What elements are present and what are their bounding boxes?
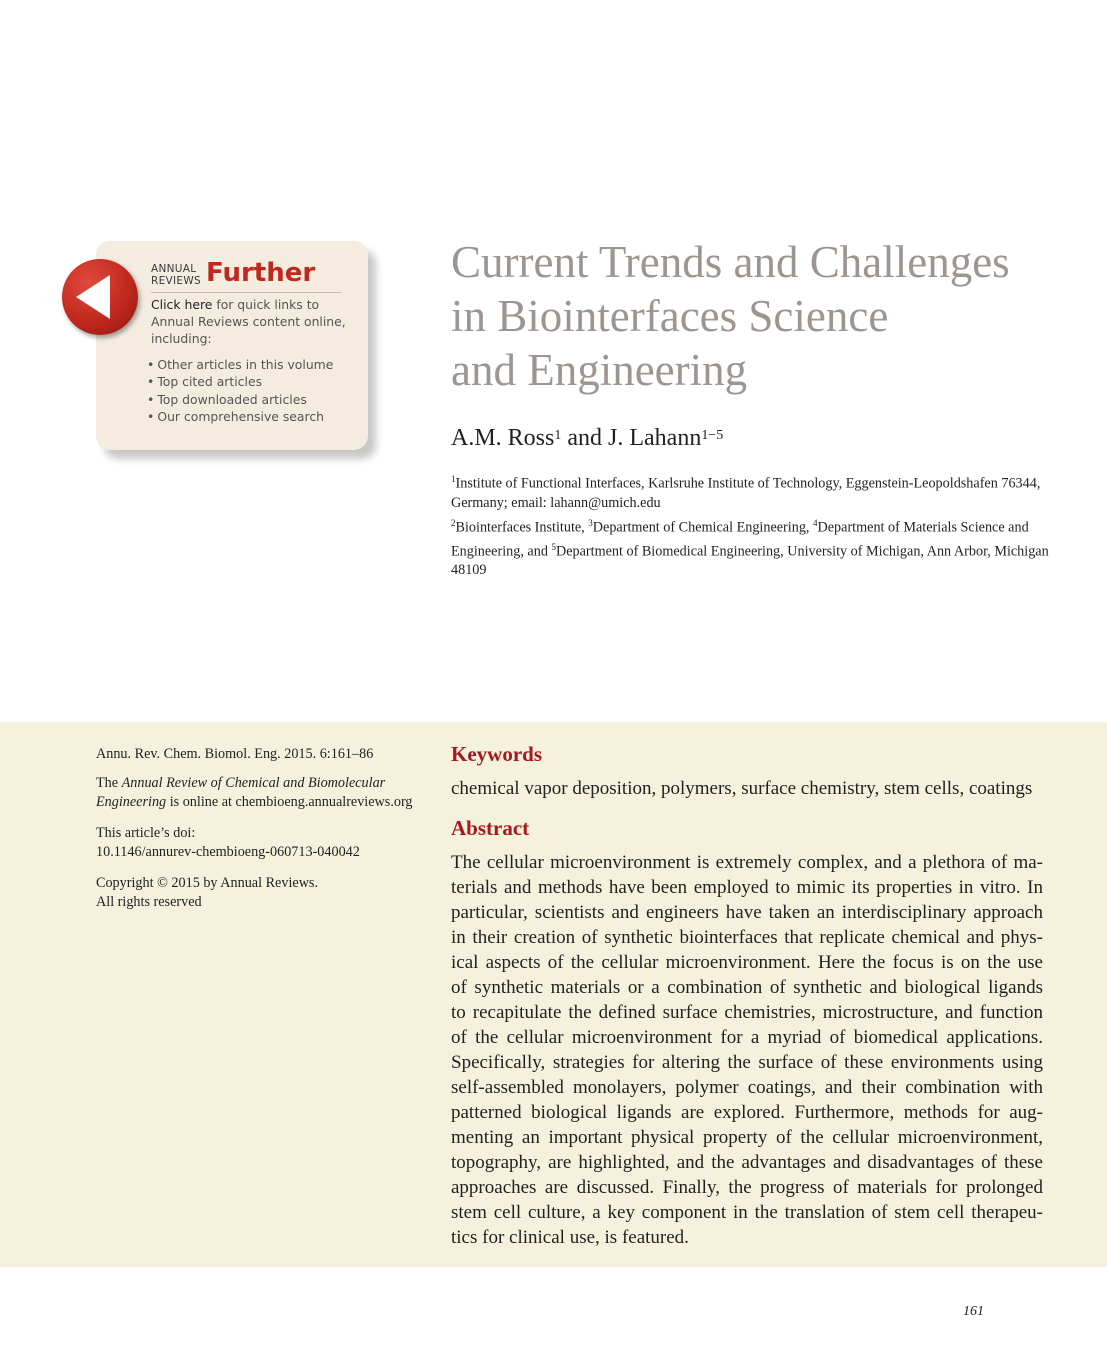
link-top-cited[interactable]: • Top cited articles [147, 373, 333, 390]
online-notice: The Annual Review of Chemical and Biomolecular Engineering is online at chembioeng.annualreviews.org [96, 775, 413, 810]
article-title: Current Trends and Challenges in Biointerfaces Science and Engineering [451, 237, 1010, 395]
link-comprehensive-search[interactable]: • Our comprehensive search [147, 408, 333, 425]
annual-reviews-logo-text: ANNUAL REVIEWS [151, 263, 201, 287]
further-header [151, 258, 341, 293]
page-number: 161 [963, 1304, 984, 1319]
link-top-downloaded[interactable]: • Top downloaded articles [147, 391, 333, 408]
author-ross: A.M. Ross [451, 425, 555, 451]
doi-link[interactable]: 10.1146/annurev-chembioeng-060713-040042 [96, 844, 360, 860]
affiliation-1: $^1$Institute of Functional Interfaces, Karlsruhe Institute of Technology, Eggenstein-Leopoldshafen 76344, Germany; email: lahann@umich.edu [451, 474, 1041, 511]
click-here-link[interactable]: Click here [151, 297, 213, 312]
author-lahann: J. Lahann [608, 425, 702, 451]
further-description: Click here for quick links to Annual Reviews content online, including: [151, 297, 346, 346]
further-links-list [147, 356, 333, 426]
abstract-heading: Abstract [451, 816, 530, 840]
keywords-text: chemical vapor deposition, polymers, surface chemistry, stem cells, coatings [451, 778, 1033, 799]
affiliation-2-5: $^2$Biointerfaces Institute, $^3$Department of Chemical Engineering, $^4$Department of Materials Science and Engineering, and $^5$Department of Biomedical Engineering, University of Michigan, Ann Arbor, Michigan 48109 [451, 518, 1049, 579]
copyright: Copyright © 2015 by Annual Reviews. All rights reserved [96, 875, 319, 910]
further-logo-word: Further [206, 258, 316, 288]
keywords-heading: Keywords [451, 742, 542, 766]
back-arrow-icon[interactable] [62, 259, 138, 335]
citation: Annu. Rev. Chem. Biomol. Eng. 2015. 6:161–86 [96, 746, 374, 762]
doi-block: This article’s doi: 10.1146/annurev-chembioeng-060713-040042 [96, 825, 360, 860]
abstract-text: The cellular microenvironment is extremely complex, and a plethora of ma- terials and methods have been employed to mimic its properties in vitro. In particular, scientists and engineers have taken an interdisciplinary approach in their creation of synthetic biointerfaces that replicate chemical and phys- ical aspects of the cellular microenvironment. Here the focus is on the use of synthetic materials or a combination of synthetic and biological ligands to recapitulate the defined surface chemistries, microstructure, and function of the cellular microenvironment for a myriad of biomedical applications. Specifically, strategies for altering the surface of these environments using self-assembled monolayers, polymer coatings, and their combination with patterned biological ligands are explored. Furthermore, methods for aug- menting an important physical property of the cellular microenvironment, topography, are highlighted, and the advantages and disadvantages of these approaches are discussed. Finally, the progress of materials for prolonged stem cell culture, a key component in the translation of stem cell therapeu- tics for clinical use, is featured. [451, 852, 1043, 1248]
author-list: A.M. Ross$^1$ and J. Lahann$^{1-5}$ [451, 425, 724, 451]
link-other-articles[interactable]: • Other articles in this volume [147, 356, 333, 373]
